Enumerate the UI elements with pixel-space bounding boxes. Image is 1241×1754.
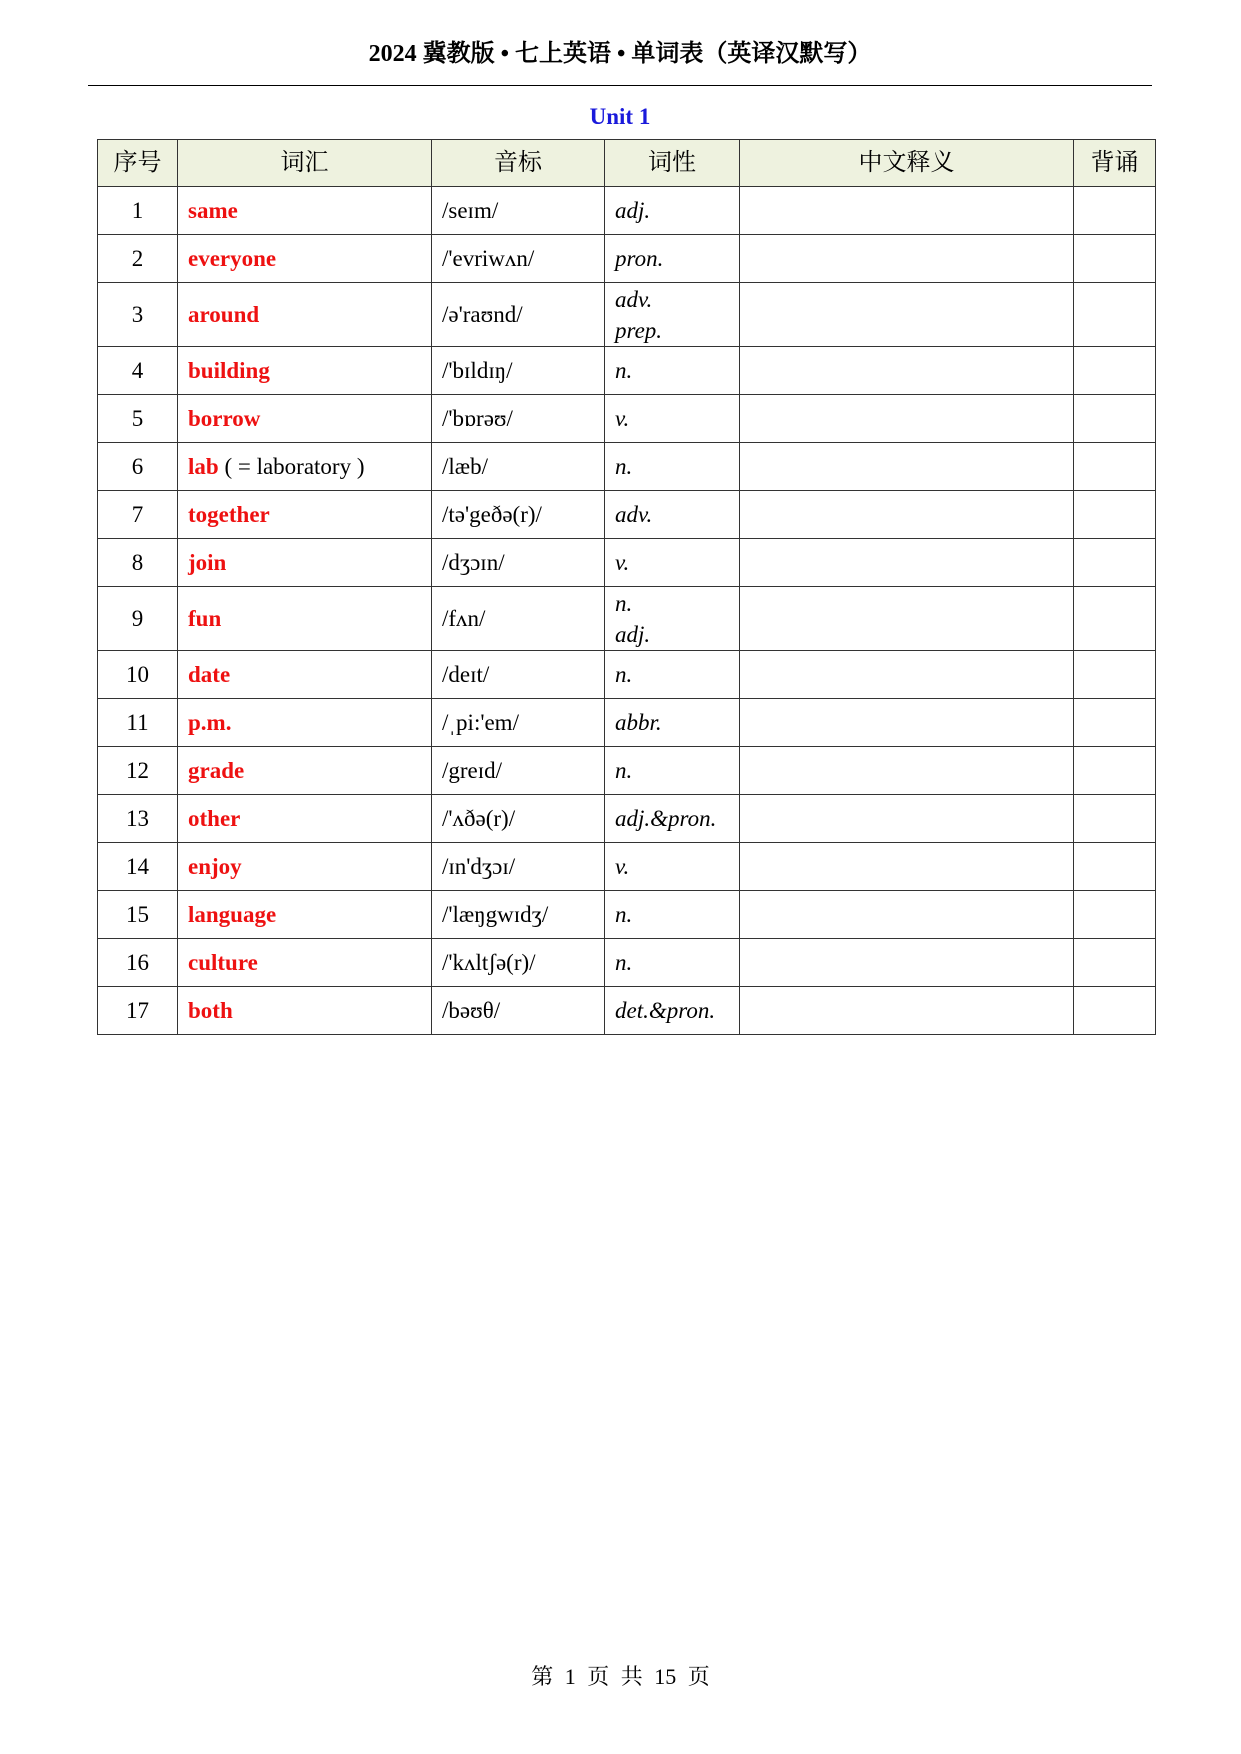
word-cell	[178, 443, 432, 491]
part-of-speech: n.	[615, 358, 633, 383]
recite-check-cell[interactable]	[1074, 587, 1156, 651]
phonetic-cell: /deɪt/	[432, 651, 605, 699]
part-of-speech: adv.	[615, 502, 653, 527]
phonetic-cell: /dʒɔɪn/	[432, 539, 605, 587]
meaning-answer-cell[interactable]	[740, 843, 1074, 891]
phonetic-cell: /tə'geðə(r)/	[432, 491, 605, 539]
word-cell	[178, 187, 432, 235]
part-of-speech: v.	[615, 854, 630, 879]
table-row	[98, 891, 1156, 939]
vocabulary-word: language	[188, 902, 277, 927]
part-of-speech-cell	[605, 347, 740, 395]
page-number-footer: 第 1 页 共 15 页	[531, 1664, 710, 1689]
table-row	[98, 539, 1156, 587]
recite-check-cell[interactable]	[1074, 235, 1156, 283]
row-number: 4	[98, 347, 178, 395]
word-cell	[178, 283, 432, 347]
row-number: 7	[98, 491, 178, 539]
table-row	[98, 699, 1156, 747]
meaning-answer-cell[interactable]	[740, 699, 1074, 747]
table-row	[98, 587, 1156, 651]
column-header-recite: 背诵	[1074, 140, 1156, 187]
recite-check-cell[interactable]	[1074, 651, 1156, 699]
table-row	[98, 443, 1156, 491]
row-number: 11	[98, 699, 178, 747]
row-number: 9	[98, 587, 178, 651]
meaning-answer-cell[interactable]	[740, 795, 1074, 843]
part-of-speech-cell	[605, 891, 740, 939]
vocabulary-word: join	[188, 550, 227, 575]
meaning-answer-cell[interactable]	[740, 443, 1074, 491]
phonetic-cell: /ə'raʊnd/	[432, 283, 605, 347]
table-row	[98, 491, 1156, 539]
word-note: ( = laboratory )	[218, 454, 365, 479]
part-of-speech: n.	[615, 758, 633, 783]
phonetic-cell: /bəʊθ/	[432, 987, 605, 1035]
table-row	[98, 795, 1156, 843]
recite-check-cell[interactable]	[1074, 747, 1156, 795]
meaning-answer-cell[interactable]	[740, 539, 1074, 587]
part-of-speech: pron.	[615, 246, 664, 271]
word-cell	[178, 747, 432, 795]
header-divider	[88, 85, 1152, 86]
row-number: 3	[98, 283, 178, 347]
vocabulary-word: same	[188, 198, 238, 223]
row-number: 5	[98, 395, 178, 443]
word-cell	[178, 395, 432, 443]
vocabulary-word: building	[188, 358, 270, 383]
phonetic-cell: /'læŋgwɪdʒ/	[432, 891, 605, 939]
part-of-speech: v.	[615, 550, 630, 575]
meaning-answer-cell[interactable]	[740, 987, 1074, 1035]
recite-check-cell[interactable]	[1074, 843, 1156, 891]
part-of-speech: n.	[615, 950, 633, 975]
part-of-speech-cell	[605, 491, 740, 539]
part-of-speech-cell	[605, 699, 740, 747]
table-row	[98, 395, 1156, 443]
part-of-speech-cell	[605, 187, 740, 235]
table-row	[98, 747, 1156, 795]
phonetic-cell: /læb/	[432, 443, 605, 491]
row-number: 14	[98, 843, 178, 891]
vocabulary-word: lab	[188, 454, 219, 479]
meaning-answer-cell[interactable]	[740, 651, 1074, 699]
column-header-word: 词汇	[178, 140, 432, 187]
part-of-speech-cell	[605, 939, 740, 987]
part-of-speech: n.	[615, 662, 633, 687]
recite-check-cell[interactable]	[1074, 187, 1156, 235]
word-cell	[178, 939, 432, 987]
word-cell	[178, 491, 432, 539]
vocabulary-word: together	[188, 502, 270, 527]
unit-title: Unit 1	[589, 104, 651, 129]
word-cell	[178, 699, 432, 747]
table-row	[98, 939, 1156, 987]
part-of-speech-cell	[605, 795, 740, 843]
column-header-meaning: 中文释义	[740, 140, 1074, 187]
phonetic-cell: /seɪm/	[432, 187, 605, 235]
meaning-answer-cell[interactable]	[740, 347, 1074, 395]
vocabulary-word: p.m.	[188, 710, 232, 735]
recite-check-cell[interactable]	[1074, 891, 1156, 939]
phonetic-cell: /'ʌðə(r)/	[432, 795, 605, 843]
meaning-answer-cell[interactable]	[740, 187, 1074, 235]
part-of-speech: adj.&pron.	[615, 806, 717, 831]
row-number: 16	[98, 939, 178, 987]
word-cell	[178, 843, 432, 891]
recite-check-cell[interactable]	[1074, 795, 1156, 843]
vocabulary-word: date	[188, 662, 231, 687]
meaning-answer-cell[interactable]	[740, 587, 1074, 651]
recite-check-cell[interactable]	[1074, 347, 1156, 395]
recite-check-cell[interactable]	[1074, 491, 1156, 539]
table-row	[98, 187, 1156, 235]
part-of-speech-cell	[605, 587, 740, 651]
part-of-speech: n.	[615, 902, 633, 927]
row-number: 12	[98, 747, 178, 795]
word-cell	[178, 235, 432, 283]
row-number: 6	[98, 443, 178, 491]
word-cell	[178, 987, 432, 1035]
recite-check-cell[interactable]	[1074, 699, 1156, 747]
part-of-speech: n.	[615, 590, 633, 616]
part-of-speech: abbr.	[615, 710, 662, 735]
part-of-speech-cell	[605, 539, 740, 587]
phonetic-cell: /'evriwʌn/	[432, 235, 605, 283]
part-of-speech-cell	[605, 235, 740, 283]
phonetic-cell: /ˌpi:'em/	[432, 699, 605, 747]
meaning-answer-cell[interactable]	[740, 747, 1074, 795]
column-header-phonetic: 音标	[432, 140, 605, 187]
phonetic-cell: /greɪd/	[432, 747, 605, 795]
column-header-number: 序号	[98, 140, 178, 187]
vocabulary-word: both	[188, 998, 233, 1023]
part-of-speech: adv.	[615, 286, 653, 312]
row-number: 15	[98, 891, 178, 939]
table-row	[98, 651, 1156, 699]
vocabulary-word: borrow	[188, 406, 261, 431]
recite-check-cell[interactable]	[1074, 283, 1156, 347]
part-of-speech: prep.	[615, 317, 663, 343]
table-row	[98, 235, 1156, 283]
meaning-answer-cell[interactable]	[740, 491, 1074, 539]
phonetic-cell: /'bɒrəʊ/	[432, 395, 605, 443]
recite-check-cell[interactable]	[1074, 939, 1156, 987]
part-of-speech-cell	[605, 843, 740, 891]
word-cell	[178, 651, 432, 699]
table-header-row	[98, 140, 1156, 187]
part-of-speech: det.&pron.	[615, 998, 716, 1023]
phonetic-cell: /'kʌltʃə(r)/	[432, 939, 605, 987]
recite-check-cell[interactable]	[1074, 443, 1156, 491]
vocabulary-word: everyone	[188, 246, 277, 271]
recite-check-cell[interactable]	[1074, 987, 1156, 1035]
table-row	[98, 987, 1156, 1035]
vocabulary-table	[97, 139, 1156, 1035]
word-cell	[178, 347, 432, 395]
row-number: 2	[98, 235, 178, 283]
table-row	[98, 843, 1156, 891]
word-cell	[178, 587, 432, 651]
phonetic-cell: /'bɪldɪŋ/	[432, 347, 605, 395]
meaning-answer-cell[interactable]	[740, 283, 1074, 347]
vocabulary-table-body	[98, 187, 1156, 1035]
table-row	[98, 283, 1156, 347]
meaning-answer-cell[interactable]	[740, 939, 1074, 987]
recite-check-cell[interactable]	[1074, 539, 1156, 587]
part-of-speech-cell	[605, 443, 740, 491]
word-cell	[178, 795, 432, 843]
vocabulary-word: fun	[188, 606, 222, 631]
recite-check-cell[interactable]	[1074, 395, 1156, 443]
word-cell	[178, 891, 432, 939]
part-of-speech: adj.	[615, 621, 651, 647]
table-row	[98, 347, 1156, 395]
vocabulary-word: culture	[188, 950, 258, 975]
row-number: 10	[98, 651, 178, 699]
row-number: 1	[98, 187, 178, 235]
phonetic-cell: /ɪn'dʒɔɪ/	[432, 843, 605, 891]
meaning-answer-cell[interactable]	[740, 891, 1074, 939]
part-of-speech: n.	[615, 454, 633, 479]
vocabulary-word: around	[188, 302, 260, 327]
phonetic-cell: /fʌn/	[432, 587, 605, 651]
row-number: 17	[98, 987, 178, 1035]
row-number: 8	[98, 539, 178, 587]
vocabulary-word: grade	[188, 758, 245, 783]
part-of-speech-cell	[605, 283, 740, 347]
meaning-answer-cell[interactable]	[740, 395, 1074, 443]
part-of-speech: adj.	[615, 198, 651, 223]
part-of-speech-cell	[605, 651, 740, 699]
part-of-speech-cell	[605, 987, 740, 1035]
column-header-part-of-speech: 词性	[605, 140, 740, 187]
word-cell	[178, 539, 432, 587]
part-of-speech-cell	[605, 395, 740, 443]
page-title: 2024 冀教版 • 七上英语 • 单词表（英译汉默写）	[368, 41, 872, 67]
vocabulary-word: other	[188, 806, 241, 831]
vocabulary-word: enjoy	[188, 854, 242, 879]
part-of-speech-cell	[605, 747, 740, 795]
row-number: 13	[98, 795, 178, 843]
meaning-answer-cell[interactable]	[740, 235, 1074, 283]
part-of-speech: v.	[615, 406, 630, 431]
